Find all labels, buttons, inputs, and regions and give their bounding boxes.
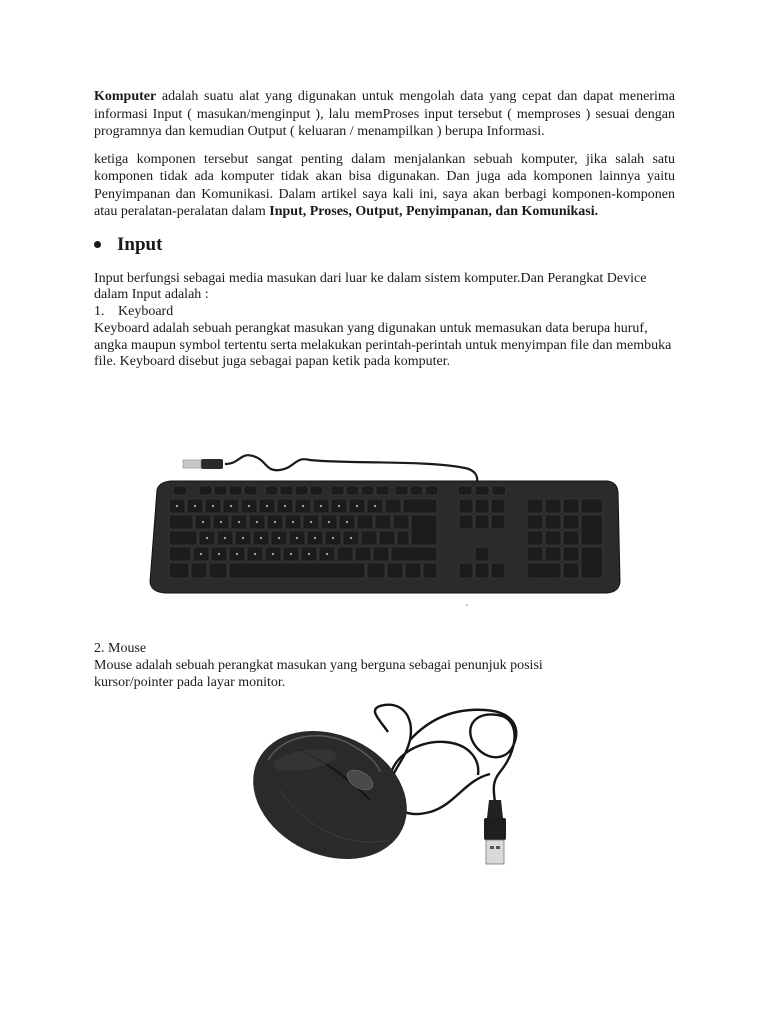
- mouse-title: 2. Mouse: [94, 641, 147, 656]
- keyboard-photo-icon: [145, 450, 625, 610]
- keyboard-list-item: [94, 304, 675, 321]
- components-text: ketiga komponen tersebut sangat penting dalam menjalankan sebuah komputer, jika salah satu komponen tidak ada komputer tidak akan bisa digunakan. Dan juga ada komponen lainnya yaitu Penyimpanan dan Komunikasi. Dalam artikel saya kali ini, saya akan berbagi komponen-komponen atau peralatan-peralatan dalam: [94, 151, 675, 219]
- components-bold: Input, Proses, Output, Penyimpanan, dan Komunikasi.: [269, 204, 599, 219]
- input-description: Input berfungsi sebagai media masukan dari luar ke dalam sistem komputer.Dan Perangkat Device dalam Input adalah :: [94, 270, 647, 303]
- input-heading: [94, 233, 675, 257]
- keyboard-title: Keyboard: [118, 304, 174, 320]
- keyboard-number: 1.: [94, 304, 105, 320]
- intro-paragraph: [94, 88, 675, 141]
- intro-text: adalah suatu alat yang digunakan untuk mengolah data yang cepat dan dapat menerima informasi Input ( masukan/menginput ), lalu memProses input tersebut ( memproses ) sesuai dengan programnya dan kemudian Output ( keluaran / menampilkan ) berupa Informasi.: [94, 89, 675, 139]
- bullet-icon: [94, 241, 101, 248]
- mouse-section: [94, 641, 675, 691]
- input-heading-text: Input: [117, 233, 163, 255]
- intro-term: Komputer: [94, 89, 157, 104]
- mouse-description: Mouse adalah sebuah perangkat masukan yang berguna sebagai penunjuk posisi kursor/pointer pada layar monitor.: [94, 657, 543, 690]
- mouse-photo-icon: [240, 700, 540, 875]
- document-body: [94, 88, 675, 371]
- keyboard-description: Keyboard adalah sebuah perangkat masukan yang digunakan untuk memasukan data berupa huruf, angka maupun symbol tertentu serta melakukan perintah-perintah untuk menyimpan file dan membuka file. Keyboard disebut juga sebagai papan ketik pada komputer.: [94, 320, 672, 370]
- components-paragraph: [94, 151, 675, 221]
